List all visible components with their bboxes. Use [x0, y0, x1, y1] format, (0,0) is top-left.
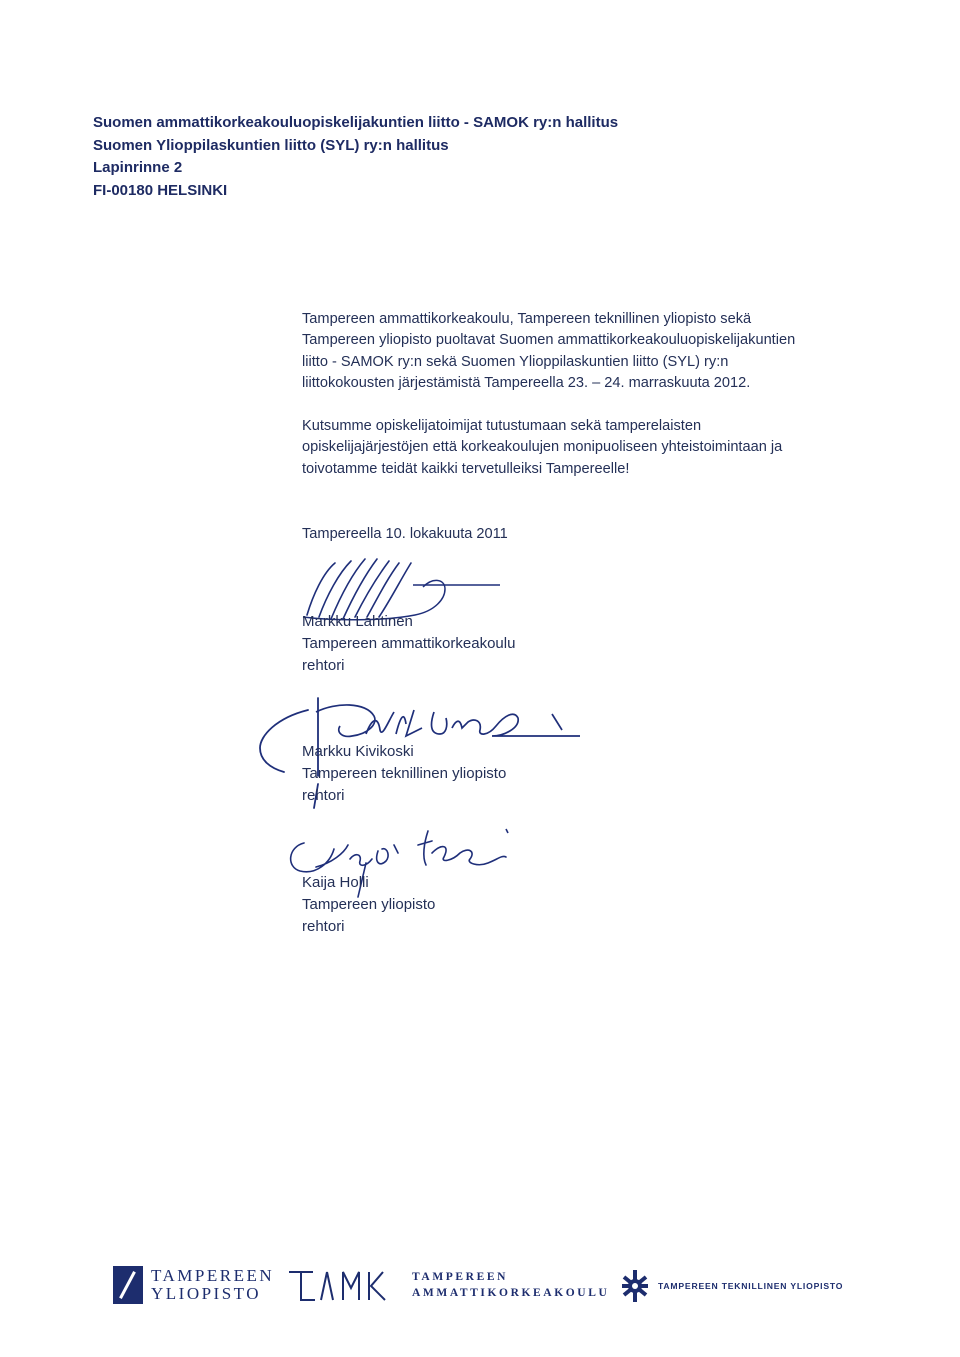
signatory-2: [302, 741, 622, 807]
logo-tamk: [287, 1266, 609, 1304]
signatory-org: Tampereen teknillinen yliopisto: [302, 765, 507, 782]
paragraph-line: liitto - SAMOK ry:n sekä Suomen Ylioppilaskuntien liitto (SYL) ry:n: [302, 353, 729, 370]
paragraph-line: Tampereen ammattikorkeakoulu, Tampereen teknillinen yliopisto sekä: [302, 311, 752, 327]
paragraph-line: liittokokousten järjestämistä Tampereella 23. – 24. marraskuuta 2012.: [302, 374, 751, 391]
paragraph-invitation: [302, 416, 902, 480]
signatory-name: Markku Lahtinen: [302, 613, 413, 630]
footer-logos: [0, 1258, 960, 1318]
gear-emblem-icon: [620, 1268, 650, 1304]
paragraph-line: opiskelijajärjestöjen että korkeakoulujen monipuoliseen yhteistoimintaan ja: [302, 439, 783, 456]
signatory-title: rehtori: [302, 787, 345, 804]
signatory-3: [302, 872, 622, 938]
date-line: Tampereella 10. lokakuuta 2011: [302, 526, 508, 542]
recipient-line-2: Suomen Ylioppilaskuntien liitto (SYL) ry:n hallitus: [93, 136, 449, 154]
logo-tampereen-yliopisto: [113, 1266, 274, 1304]
university-leaf-icon: [113, 1266, 143, 1304]
paragraph-line: Kutsumme opiskelijatoimijat tutustumaan sekä tamperelaisten: [302, 418, 702, 434]
tamk-wordmark-icon: [287, 1266, 402, 1304]
logo-tty: [620, 1268, 843, 1304]
paragraph-endorsement: [302, 309, 902, 394]
recipient-city: FI-00180 HELSINKI: [93, 181, 228, 199]
logo-tamk-text: TAMPEREEN AMMATTIKORKEAKOULU: [412, 1271, 610, 1299]
signatory-name: Markku Kivikoski: [302, 743, 414, 760]
logo-tty-text: TAMPEREEN TEKNILLINEN YLIOPISTO: [658, 1281, 844, 1291]
signatory-name: Kaija Holli: [302, 874, 369, 891]
signatory-org: Tampereen yliopisto: [302, 896, 436, 913]
signatory-title: rehtori: [302, 918, 345, 935]
recipient-address: [93, 112, 713, 202]
recipient-street: Lapinrinne 2: [93, 159, 183, 176]
recipient-line-1: Suomen ammattikorkeakouluopiskelijakuntien liitto - SAMOK ry:n hallitus: [93, 114, 619, 131]
signatory-org: Tampereen ammattikorkeakoulu: [302, 635, 516, 652]
logo-ty-text: TAMPEREEN YLIOPISTO: [151, 1266, 275, 1303]
svg-text:TAMK: TAMK: [287, 1266, 290, 1267]
signatory-title: rehtori: [302, 657, 345, 674]
signatory-1: [302, 611, 622, 677]
paragraph-line: toivotamme teidät kaikki tervetulleiksi Tampereelle!: [302, 460, 630, 477]
paragraph-line: Tampereen yliopisto puoltavat Suomen ammattikorkeakouluopiskelijakuntien: [302, 332, 796, 349]
